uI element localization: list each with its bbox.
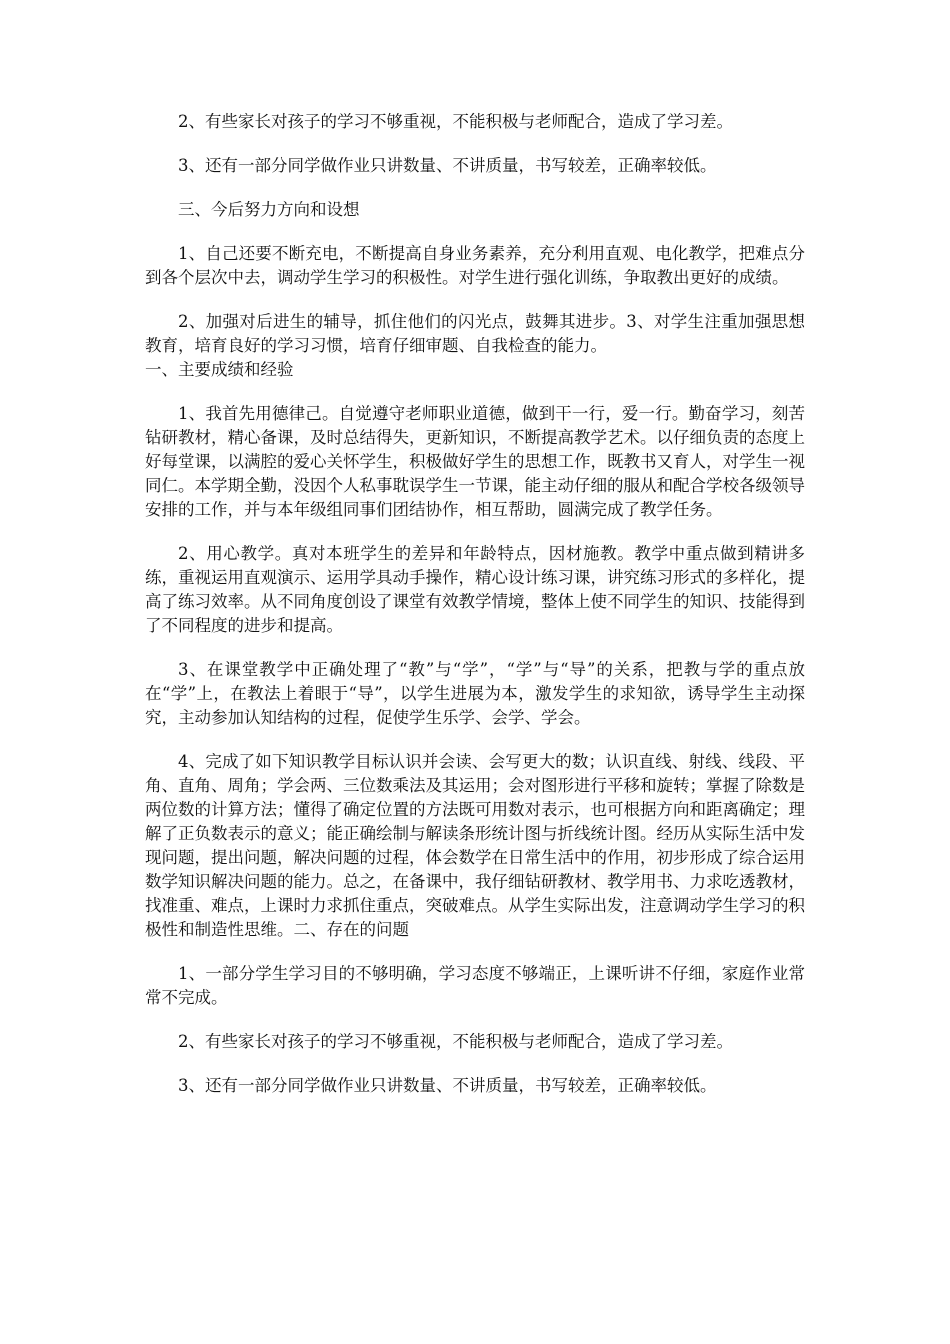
paragraph: 3、还有一部分同学做作业只讲数量、不讲质量，书写较差，正确率较低。	[178, 1076, 717, 1095]
paragraph: 1、我首先用德律己。自觉遵守老师职业道德，做到干一行，爱一行。勤奋学习，刻苦钻研教材，精心备课，及时总结得失，更新知识，不断提高教学艺术。以仔细负责的态度上好每堂课，以满腔的爱心关怀学生，积极做好学生的思想工作，既教书又育人，对学生一视同仁。本学期全勤，没因个人私事耽误学生一节课，能主动仔细的服从和配合学校各级领导安排的工作，并与本年级组同事们团结协作，相互帮助，圆满完成了教学任务。	[145, 404, 805, 519]
document-body	[145, 110, 805, 1118]
paragraph: 2、有些家长对孩子的学习不够重视，不能积极与老师配合，造成了学习差。	[178, 112, 733, 131]
paragraph: 3、在课堂教学中正确处理了“教”与“学”，“学”与“导”的关系，把教与学的重点放在“学”上，在教法上着眼于“导”，以学生进展为本，激发学生的求知欲，诱导学生主动探究，主动参加认知结构的过程，促使学生乐学、会学、学会。	[145, 660, 805, 727]
section-heading: 一、主要成绩和经验	[145, 360, 294, 379]
paragraph: 1、自己还要不断充电，不断提高自身业务素养，充分利用直观、电化教学，把难点分到各个层次中去，调动学生学习的积极性。对学生进行强化训练，争取教出更好的成绩。	[145, 244, 805, 287]
paragraph: 4、完成了如下知识教学目标认识并会读、会写更大的数；认识直线、射线、线段、平角、直角、周角；学会两、三位数乘法及其运用；会对图形进行平移和旋转；掌握了除数是两位数的计算方法；懂得了确定位置的方法既可用数对表示，也可根据方向和距离确定；理解了正负数表示的意义；能正确绘制与解读条形统计图与折线统计图。经历从实际生活中发现问题，提出问题，解决问题的过程，体会数学在日常生活中的作用，初步形成了综合运用数学知识解决问题的能力。总之，在备课中，我仔细钻研教材、教学用书、力求吃透教材，找准重、难点，上课时力求抓住重点，突破难点。从学生实际出发，注意调动学生学习的积极性和制造性思维。二、存在的问题	[145, 752, 805, 939]
paragraph: 1、一部分学生学习目的不够明确，学习态度不够端正，上课听讲不仔细，家庭作业常常不完成。	[145, 964, 805, 1007]
paragraph: 3、还有一部分同学做作业只讲数量、不讲质量，书写较差，正确率较低。	[178, 156, 717, 175]
paragraph: 2、加强对后进生的辅导，抓住他们的闪光点，鼓舞其进步。3、对学生注重加强思想教育，培育良好的学习习惯，培育仔细审题、自我检查的能力。	[145, 312, 805, 355]
paragraph: 2、用心教学。真对本班学生的差异和年龄特点，因材施教。教学中重点做到精讲多练，重视运用直观演示、运用学具动手操作，精心设计练习课，讲究练习形式的多样化，提高了练习效率。从不同角度创设了课堂有效教学情境，整体上使不同学生的知识、技能得到了不同程度的进步和提高。	[145, 544, 805, 635]
paragraph: 2、有些家长对孩子的学习不够重视，不能积极与老师配合，造成了学习差。	[178, 1032, 733, 1051]
section-heading: 三、今后努力方向和设想	[178, 200, 360, 219]
